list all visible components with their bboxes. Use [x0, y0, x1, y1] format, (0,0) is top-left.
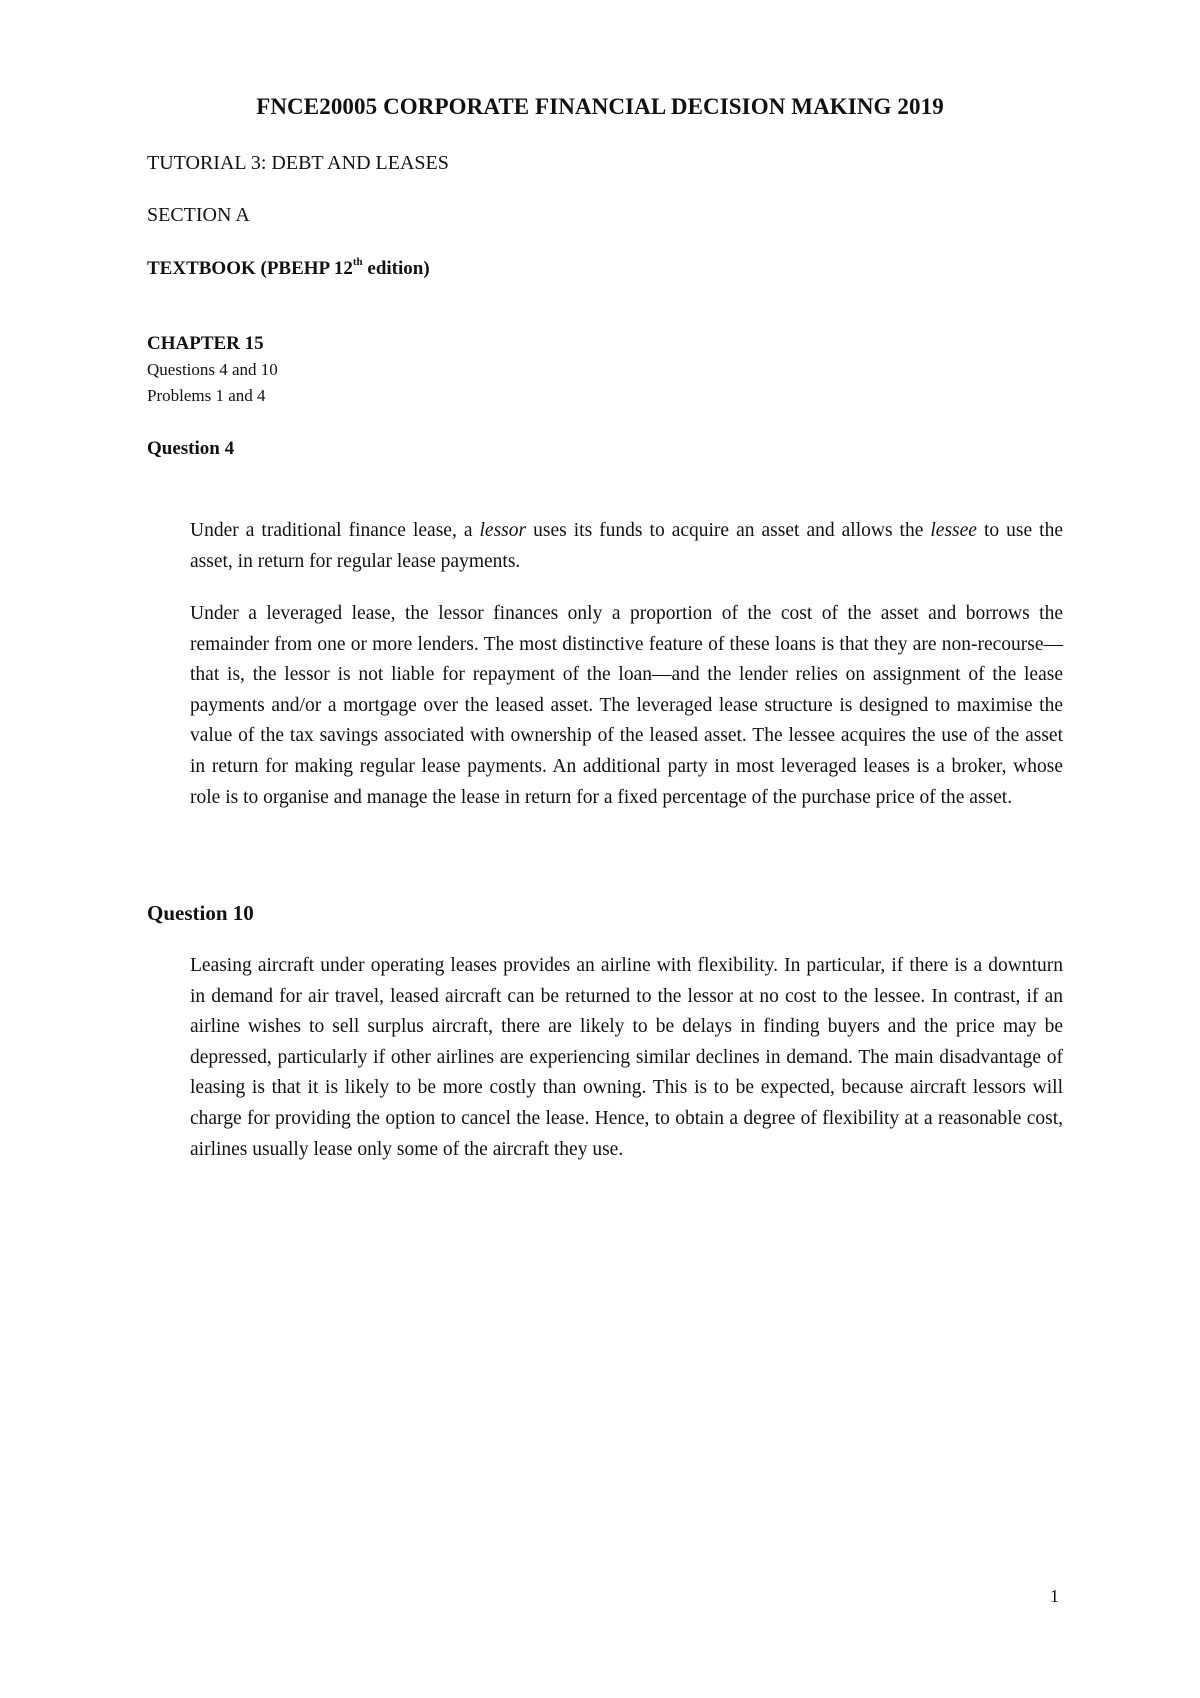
q4-p1-text-c: to use the asset, in return for regular lease payments.: [190, 520, 1063, 572]
textbook-superscript: th: [352, 256, 363, 268]
textbook-heading: [147, 258, 430, 280]
q4-p1-emphasis-lessee: lessee: [930, 520, 977, 541]
chapter-problems: Problems 1 and 4: [147, 386, 266, 405]
chapter-questions: Questions 4 and 10: [147, 360, 278, 379]
chapter-heading: CHAPTER 15: [147, 333, 264, 354]
section-heading: SECTION A: [147, 204, 250, 226]
q4-p1-text-b: uses its funds to acquire an asset and allows the: [526, 520, 931, 541]
page-number: 1: [1050, 1586, 1059, 1606]
textbook-prefix: TEXTBOOK (PBEHP 12: [147, 258, 353, 279]
document-title: FNCE20005 CORPORATE FINANCIAL DECISION MAKING 2019: [256, 94, 944, 119]
textbook-suffix: edition): [362, 258, 430, 279]
q4-p1-emphasis-lessor: lessor: [479, 520, 527, 541]
tutorial-heading: TUTORIAL 3: DEBT AND LEASES: [147, 152, 449, 174]
q4-p1-text-a: Under a traditional finance lease, a: [190, 520, 480, 541]
question-10-paragraph: Leasing aircraft under operating leases provides an airline with flexibility. In particular, if there is a downturn in demand for air travel, leased aircraft can be returned to the lessor at no cost to the lessee. In contrast, if an airline wishes to sell surplus aircraft, there are likely to be delays in finding buyers and the price may be depressed, particularly if other airlines are experiencing similar declines in demand. The main disadvantage of leasing is that it is likely to be more costly than owning. This is to be expected, because aircraft lessors will charge for providing the option to cancel the lease. Hence, to obtain a degree of flexibility at a reasonable cost, airlines usually lease only some of the aircraft they use.: [190, 955, 1063, 1160]
question-10-heading: Question 10: [147, 901, 254, 925]
question-4-heading: Question 4: [147, 438, 235, 459]
question-4-paragraph-1: [190, 516, 1063, 577]
question-4-paragraph-2: Under a leveraged lease, the lessor finances only a proportion of the cost of the asset and borrows the remainder from one or more lenders. The most distinctive feature of these loans is that they are non-recourse—that is, the lessor is not liable for repayment of the loan—and the lender relies on assignment of the lease payments and/or a mortgage over the leased asset. The leveraged lease structure is designed to maximise the value of the tax savings associated with ownership of the leased asset. The lessee acquires the use of the asset in return for making regular lease payments. An additional party in most leveraged leases is a broker, whose role is to organise and manage the lease in return for a fixed percentage of the purchase price of the asset.: [190, 603, 1063, 808]
